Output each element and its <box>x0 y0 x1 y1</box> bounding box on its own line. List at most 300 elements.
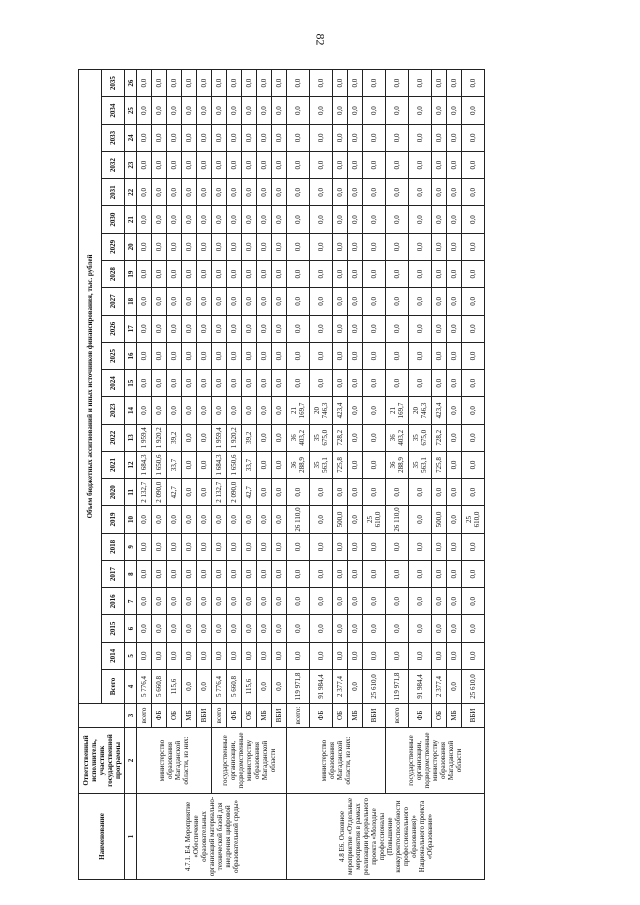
cell-value: 0,0 <box>227 206 242 233</box>
cell-value: 0,0 <box>333 69 348 97</box>
row-source: ВБИ <box>197 704 212 728</box>
cell-value: 0,0 <box>310 97 333 124</box>
cell-value: 0,0 <box>432 642 447 669</box>
cell-value: 0,0 <box>272 615 287 642</box>
cell-value: 0,0 <box>409 288 432 315</box>
cell-value: 0,0 <box>348 479 363 506</box>
cell-value: 0,0 <box>333 97 348 124</box>
cell-value: 0,0 <box>462 97 485 124</box>
cell-value: 0,0 <box>137 397 152 424</box>
cell-value: 0,0 <box>447 533 462 560</box>
cell-value: 0,0 <box>182 261 197 288</box>
cell-value: 0,0 <box>212 315 227 342</box>
cell-value: 0,0 <box>348 451 363 478</box>
cell-value: 0,0 <box>287 288 310 315</box>
cell-value: 2 132,7 <box>137 479 152 506</box>
cell-value: 0,0 <box>227 69 242 97</box>
cell-value: 0,0 <box>197 370 212 397</box>
cell-value: 0,0 <box>272 670 287 704</box>
cell-value: 0,0 <box>287 370 310 397</box>
cell-value: 0,0 <box>212 397 227 424</box>
cell-value: 35 675,0 <box>310 424 333 451</box>
column-number: 21 <box>125 206 137 233</box>
cell-value: 2 090,0 <box>152 479 167 506</box>
cell-value: 0,0 <box>386 151 409 178</box>
cell-value: 0,0 <box>227 533 242 560</box>
cell-value: 0,0 <box>137 179 152 206</box>
cell-value: 0,0 <box>287 342 310 369</box>
header-year: 2019 <box>102 506 125 533</box>
row-source: ВБИ <box>363 704 386 728</box>
cell-value: 0,0 <box>152 261 167 288</box>
cell-value: 0,0 <box>257 261 272 288</box>
cell-value: 0,0 <box>462 615 485 642</box>
cell-value: 0,0 <box>137 206 152 233</box>
cell-value: 0,0 <box>167 642 182 669</box>
cell-value: 0,0 <box>152 97 167 124</box>
cell-value: 0,0 <box>409 261 432 288</box>
cell-value: 0,0 <box>272 179 287 206</box>
cell-value: 0,0 <box>447 506 462 533</box>
cell-value: 0,0 <box>137 533 152 560</box>
cell-value: 0,0 <box>462 479 485 506</box>
cell-value: 0,0 <box>152 615 167 642</box>
column-number: 2 <box>125 728 137 794</box>
header-year: 2034 <box>102 97 125 124</box>
column-number: 10 <box>125 506 137 533</box>
cell-value: 1 959,4 <box>137 424 152 451</box>
column-number: 25 <box>125 97 137 124</box>
cell-value: 119 971,8 <box>386 670 409 704</box>
cell-value: 0,0 <box>242 124 257 151</box>
cell-value: 0,0 <box>447 261 462 288</box>
cell-value: 0,0 <box>167 206 182 233</box>
cell-value: 0,0 <box>227 397 242 424</box>
cell-value: 0,0 <box>257 451 272 478</box>
cell-value: 0,0 <box>409 124 432 151</box>
cell-value: 0,0 <box>272 206 287 233</box>
cell-value: 0,0 <box>152 642 167 669</box>
cell-value: 728,2 <box>333 424 348 451</box>
cell-value: 0,0 <box>137 69 152 97</box>
cell-value: 0,0 <box>386 342 409 369</box>
cell-value: 33,7 <box>167 451 182 478</box>
column-number: 12 <box>125 451 137 478</box>
cell-value: 0,0 <box>197 533 212 560</box>
cell-value: 0,0 <box>272 588 287 615</box>
cell-value: 0,0 <box>182 179 197 206</box>
cell-value: 0,0 <box>182 533 197 560</box>
cell-value: 0,0 <box>257 342 272 369</box>
cell-value: 0,0 <box>432 533 447 560</box>
cell-value: 0,0 <box>197 588 212 615</box>
cell-value: 0,0 <box>287 124 310 151</box>
cell-value: 0,0 <box>227 179 242 206</box>
column-number: 19 <box>125 261 137 288</box>
cell-value: 1 684,3 <box>212 451 227 478</box>
cell-value: 0,0 <box>242 69 257 97</box>
cell-value: 35 675,0 <box>409 424 432 451</box>
cell-value: 1 920,2 <box>152 424 167 451</box>
cell-value: 500,0 <box>432 506 447 533</box>
cell-value: 0,0 <box>310 506 333 533</box>
cell-value: 0,0 <box>287 642 310 669</box>
cell-value: 0,0 <box>197 206 212 233</box>
cell-value: 0,0 <box>310 615 333 642</box>
header-year: 2022 <box>102 424 125 451</box>
header-source <box>79 704 125 728</box>
cell-value: 0,0 <box>333 261 348 288</box>
cell-value: 25 610,0 <box>462 506 485 533</box>
cell-value: 0,0 <box>462 370 485 397</box>
cell-value: 1 650,6 <box>227 451 242 478</box>
cell-value: 0,0 <box>197 670 212 704</box>
row-responsible: государственные организации, подведомственные министерству образования Магаданской области <box>386 728 485 794</box>
cell-value: 0,0 <box>152 315 167 342</box>
table-row <box>287 69 310 879</box>
column-number: 26 <box>125 69 137 97</box>
cell-value: 0,0 <box>363 151 386 178</box>
cell-value: 0,0 <box>257 424 272 451</box>
cell-value: 0,0 <box>152 397 167 424</box>
cell-value: 0,0 <box>432 69 447 97</box>
cell-value: 0,0 <box>447 479 462 506</box>
cell-value: 500,0 <box>333 506 348 533</box>
column-number: 3 <box>125 704 137 728</box>
row-source: всего: <box>287 704 310 728</box>
cell-value: 0,0 <box>182 642 197 669</box>
cell-value: 0,0 <box>197 615 212 642</box>
cell-value: 0,0 <box>197 124 212 151</box>
cell-value: 0,0 <box>348 506 363 533</box>
cell-value: 0,0 <box>333 206 348 233</box>
header-name: Наименование <box>79 794 125 880</box>
cell-value: 0,0 <box>257 615 272 642</box>
header-total: Всего <box>102 670 125 704</box>
cell-value: 0,0 <box>348 642 363 669</box>
cell-value: 0,0 <box>152 233 167 260</box>
cell-value: 0,0 <box>212 124 227 151</box>
cell-value: 0,0 <box>287 479 310 506</box>
cell-value: 0,0 <box>447 588 462 615</box>
cell-value: 0,0 <box>462 533 485 560</box>
column-number: 23 <box>125 151 137 178</box>
cell-value: 0,0 <box>432 151 447 178</box>
cell-value: 0,0 <box>409 179 432 206</box>
cell-value: 0,0 <box>432 233 447 260</box>
cell-value: 0,0 <box>227 588 242 615</box>
cell-value: 0,0 <box>152 151 167 178</box>
header-year: 2031 <box>102 179 125 206</box>
cell-value: 0,0 <box>333 179 348 206</box>
cell-value: 0,0 <box>152 288 167 315</box>
header-volume-title: Объем бюджетных ассигнований и иных источников финансирования, тыс. рублей <box>79 69 102 703</box>
cell-value: 0,0 <box>197 233 212 260</box>
cell-value: 0,0 <box>257 479 272 506</box>
cell-value: 26 110,0 <box>386 506 409 533</box>
cell-value: 0,0 <box>212 560 227 587</box>
cell-value: 0,0 <box>432 261 447 288</box>
cell-value: 0,0 <box>167 560 182 587</box>
cell-value: 0,0 <box>310 342 333 369</box>
cell-value: 0,0 <box>447 370 462 397</box>
cell-value: 0,0 <box>409 370 432 397</box>
column-number: 16 <box>125 342 137 369</box>
cell-value: 0,0 <box>348 97 363 124</box>
table-body <box>137 69 485 879</box>
column-number: 13 <box>125 424 137 451</box>
cell-value: 20 746,3 <box>409 397 432 424</box>
row-responsible: министерство образования Магаданской области, из них: <box>137 728 212 794</box>
cell-value: 0,0 <box>287 533 310 560</box>
cell-value: 0,0 <box>182 233 197 260</box>
cell-value: 0,0 <box>363 615 386 642</box>
cell-value: 0,0 <box>242 206 257 233</box>
cell-value: 0,0 <box>287 588 310 615</box>
cell-value: 0,0 <box>348 397 363 424</box>
cell-value: 0,0 <box>447 397 462 424</box>
cell-value: 0,0 <box>287 233 310 260</box>
cell-value: 0,0 <box>242 588 257 615</box>
cell-value: 0,0 <box>363 315 386 342</box>
cell-value: 0,0 <box>363 370 386 397</box>
header-year: 2032 <box>102 151 125 178</box>
cell-value: 0,0 <box>432 179 447 206</box>
cell-value: 0,0 <box>242 315 257 342</box>
cell-value: 0,0 <box>212 69 227 97</box>
cell-value: 0,0 <box>348 533 363 560</box>
column-number: 24 <box>125 124 137 151</box>
cell-value: 0,0 <box>287 261 310 288</box>
cell-value: 33,7 <box>242 451 257 478</box>
cell-value: 0,0 <box>152 506 167 533</box>
cell-value: 0,0 <box>182 615 197 642</box>
cell-value: 0,0 <box>257 315 272 342</box>
cell-value: 2 132,7 <box>212 479 227 506</box>
column-number: 15 <box>125 370 137 397</box>
row-source: всего <box>137 704 152 728</box>
cell-value: 0,0 <box>152 560 167 587</box>
cell-value: 1 650,6 <box>152 451 167 478</box>
cell-value: 0,0 <box>348 261 363 288</box>
cell-value: 0,0 <box>197 424 212 451</box>
cell-value: 1 959,4 <box>212 424 227 451</box>
table-row <box>212 69 227 879</box>
table-row <box>137 69 152 879</box>
cell-value: 1 684,3 <box>137 451 152 478</box>
cell-value: 0,0 <box>257 506 272 533</box>
cell-value: 0,0 <box>182 451 197 478</box>
cell-value: 0,0 <box>432 588 447 615</box>
cell-value: 0,0 <box>333 370 348 397</box>
cell-value: 0,0 <box>462 560 485 587</box>
cell-value: 0,0 <box>287 97 310 124</box>
cell-value: 0,0 <box>310 124 333 151</box>
row-responsible: государственные организации, подведомственные министерству образования Магаданской области <box>212 728 287 794</box>
cell-value: 0,0 <box>348 670 363 704</box>
cell-value: 0,0 <box>462 124 485 151</box>
cell-value: 0,0 <box>363 479 386 506</box>
cell-value: 0,0 <box>242 342 257 369</box>
cell-value: 0,0 <box>386 370 409 397</box>
cell-value: 0,0 <box>348 179 363 206</box>
cell-value: 0,0 <box>409 151 432 178</box>
cell-value: 0,0 <box>242 288 257 315</box>
cell-value: 0,0 <box>212 97 227 124</box>
cell-value: 0,0 <box>287 615 310 642</box>
cell-value: 42,7 <box>167 479 182 506</box>
cell-value: 0,0 <box>363 69 386 97</box>
cell-value: 0,0 <box>462 151 485 178</box>
cell-value: 0,0 <box>167 69 182 97</box>
cell-value: 0,0 <box>363 288 386 315</box>
cell-value: 0,0 <box>257 151 272 178</box>
cell-value: 0,0 <box>462 642 485 669</box>
cell-value: 0,0 <box>137 151 152 178</box>
cell-value: 5 660,8 <box>227 670 242 704</box>
cell-value: 115,6 <box>242 670 257 704</box>
cell-value: 39,2 <box>167 424 182 451</box>
cell-value: 0,0 <box>242 151 257 178</box>
column-number: 18 <box>125 288 137 315</box>
cell-value: 0,0 <box>182 342 197 369</box>
cell-value: 0,0 <box>409 506 432 533</box>
row-source: ОБ <box>167 704 182 728</box>
cell-value: 0,0 <box>212 506 227 533</box>
cell-value: 0,0 <box>272 479 287 506</box>
cell-value: 0,0 <box>257 69 272 97</box>
cell-value: 0,0 <box>272 506 287 533</box>
cell-value: 0,0 <box>333 124 348 151</box>
cell-value: 36 403,2 <box>386 424 409 451</box>
header-year: 2023 <box>102 397 125 424</box>
cell-value: 0,0 <box>227 261 242 288</box>
cell-value: 0,0 <box>212 179 227 206</box>
cell-value: 0,0 <box>363 97 386 124</box>
row-source: ВБИ <box>462 704 485 728</box>
cell-value: 0,0 <box>197 69 212 97</box>
cell-value: 0,0 <box>272 451 287 478</box>
cell-value: 0,0 <box>386 179 409 206</box>
cell-value: 0,0 <box>287 179 310 206</box>
cell-value: 0,0 <box>242 179 257 206</box>
cell-value: 0,0 <box>182 506 197 533</box>
cell-value: 0,0 <box>197 261 212 288</box>
cell-value: 0,0 <box>167 151 182 178</box>
row-name: 4.8 Е6. Основное мероприятие «Отдельные мероприятия в рамках реализации федерального проекта «Молодые профессионалы (Повышение конкурентоспособности профессионального образования)» Национального проекта «Образование» <box>287 794 485 880</box>
cell-value: 0,0 <box>447 342 462 369</box>
cell-value: 0,0 <box>462 233 485 260</box>
cell-value: 0,0 <box>310 179 333 206</box>
cell-value: 0,0 <box>363 424 386 451</box>
cell-value: 35 563,1 <box>310 451 333 478</box>
cell-value: 0,0 <box>242 642 257 669</box>
cell-value: 0,0 <box>242 370 257 397</box>
column-number: 7 <box>125 588 137 615</box>
header-year: 2024 <box>102 370 125 397</box>
cell-value: 20 746,3 <box>310 397 333 424</box>
cell-value: 25 610,0 <box>462 670 485 704</box>
cell-value: 0,0 <box>447 451 462 478</box>
cell-value: 0,0 <box>386 97 409 124</box>
cell-value: 0,0 <box>462 288 485 315</box>
row-source: МБ <box>182 704 197 728</box>
column-number: 1 <box>125 794 137 880</box>
cell-value: 5 660,8 <box>152 670 167 704</box>
table-row <box>386 69 409 879</box>
row-source: ФБ <box>409 704 432 728</box>
cell-value: 115,6 <box>167 670 182 704</box>
cell-value: 0,0 <box>212 288 227 315</box>
cell-value: 0,0 <box>197 179 212 206</box>
cell-value: 0,0 <box>432 124 447 151</box>
cell-value: 0,0 <box>310 233 333 260</box>
cell-value: 0,0 <box>363 179 386 206</box>
cell-value: 0,0 <box>197 479 212 506</box>
row-source: ОБ <box>333 704 348 728</box>
cell-value: 0,0 <box>197 397 212 424</box>
cell-value: 0,0 <box>242 615 257 642</box>
cell-value: 0,0 <box>257 670 272 704</box>
column-number: 5 <box>125 642 137 669</box>
cell-value: 0,0 <box>462 315 485 342</box>
row-source: ФБ <box>152 704 167 728</box>
cell-value: 0,0 <box>137 342 152 369</box>
header-year: 2020 <box>102 479 125 506</box>
cell-value: 0,0 <box>310 560 333 587</box>
cell-value: 0,0 <box>409 615 432 642</box>
cell-value: 0,0 <box>227 615 242 642</box>
cell-value: 0,0 <box>287 151 310 178</box>
cell-value: 0,0 <box>167 288 182 315</box>
cell-value: 0,0 <box>197 151 212 178</box>
cell-value: 0,0 <box>242 397 257 424</box>
cell-value: 0,0 <box>409 342 432 369</box>
cell-value: 0,0 <box>212 533 227 560</box>
cell-value: 0,0 <box>432 288 447 315</box>
cell-value: 0,0 <box>462 424 485 451</box>
cell-value: 0,0 <box>272 533 287 560</box>
cell-value: 0,0 <box>409 588 432 615</box>
cell-value: 2 377,4 <box>432 670 447 704</box>
cell-value: 0,0 <box>363 124 386 151</box>
page-number: 82 <box>313 33 328 46</box>
cell-value: 0,0 <box>182 424 197 451</box>
cell-value: 0,0 <box>432 206 447 233</box>
cell-value: 0,0 <box>348 615 363 642</box>
cell-value: 0,0 <box>167 342 182 369</box>
header-year: 2030 <box>102 206 125 233</box>
cell-value: 0,0 <box>212 261 227 288</box>
cell-value: 0,0 <box>272 288 287 315</box>
row-source: всего <box>212 704 227 728</box>
cell-value: 0,0 <box>462 588 485 615</box>
cell-value: 0,0 <box>386 124 409 151</box>
cell-value: 0,0 <box>272 370 287 397</box>
cell-value: 0,0 <box>386 615 409 642</box>
cell-value: 0,0 <box>137 288 152 315</box>
cell-value: 0,0 <box>310 315 333 342</box>
cell-value: 0,0 <box>409 479 432 506</box>
cell-value: 0,0 <box>409 642 432 669</box>
cell-value: 0,0 <box>182 670 197 704</box>
cell-value: 0,0 <box>348 315 363 342</box>
cell-value: 0,0 <box>447 615 462 642</box>
cell-value: 0,0 <box>310 370 333 397</box>
cell-value: 0,0 <box>182 69 197 97</box>
cell-value: 0,0 <box>227 124 242 151</box>
cell-value: 0,0 <box>386 588 409 615</box>
